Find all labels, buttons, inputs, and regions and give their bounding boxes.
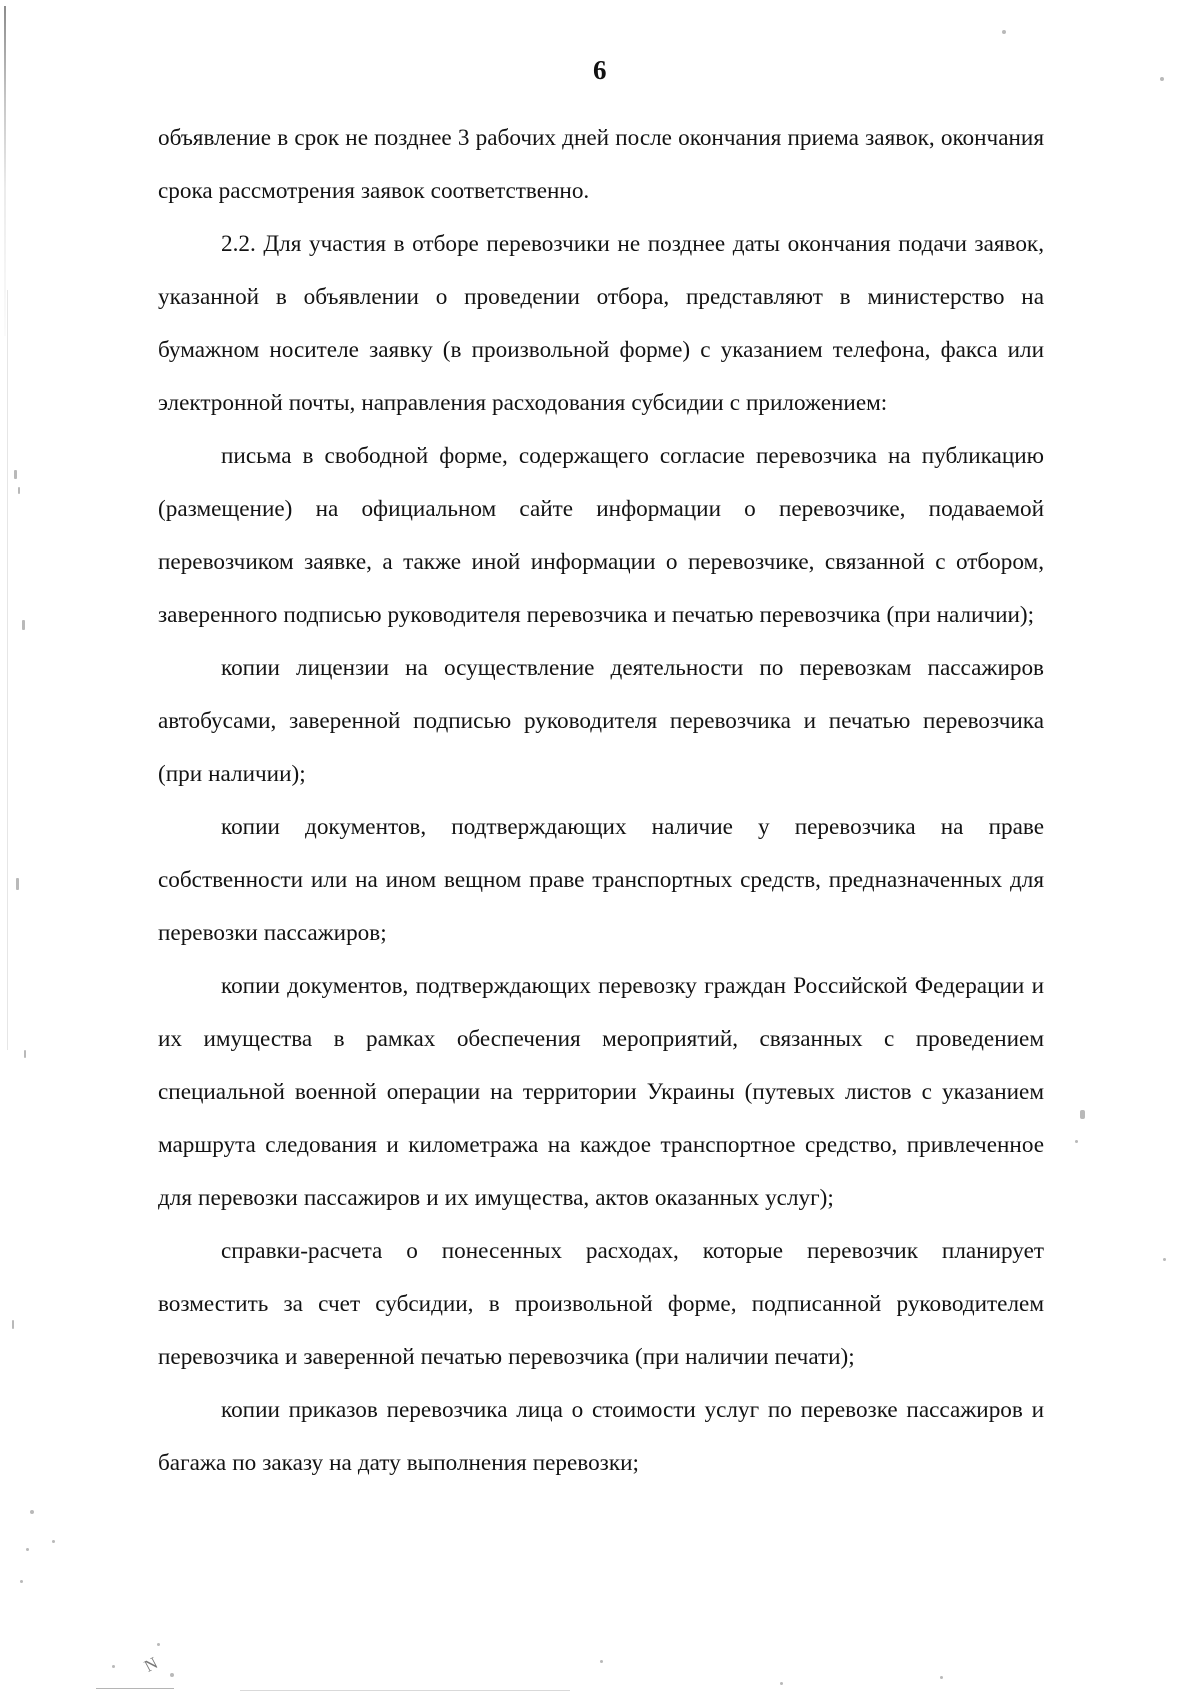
- scan-speck: [600, 1660, 603, 1663]
- scan-speck: [1163, 1258, 1166, 1261]
- scan-speck: [1002, 30, 1006, 34]
- scan-speck: [12, 1320, 14, 1329]
- scan-speck: [14, 470, 17, 479]
- scan-speck: [18, 487, 20, 494]
- scan-speck: [22, 620, 25, 630]
- scan-edge-artifact-lower: [7, 290, 8, 1050]
- scan-speck: [112, 1665, 115, 1668]
- paragraph-item-transport-docs: копии документов, подтверждающих перевозку граждан Российской Федерации и их имущества в рамках обеспечения мероприятий, связанных с проведением специальной военной операции на территории Украины (путевых листов с указанием маршрута следования и километража на каждое транспортное средство, привлеченное для перевозки пассажиров и их имущества, актов оказанных услуг);: [158, 973, 1044, 1211]
- scan-speck: [157, 1643, 160, 1646]
- scan-speck: [30, 1510, 34, 1514]
- scan-speck: [20, 1580, 23, 1583]
- scan-smudge-mark: N: [141, 1653, 161, 1676]
- scan-speck: [1075, 1140, 1078, 1143]
- scan-speck: [52, 1540, 55, 1543]
- scan-speck: [1080, 1110, 1085, 1119]
- paragraph-item-calculation-note: справки-расчета о понесенных расходах, которые перевозчик планирует возместить за счет субсидии, в произвольной форме, подписанной руководителем перевозчика и заверенной печатью перевозчика (при наличии печати);: [158, 1238, 1044, 1370]
- paragraph-clause-2-2: 2.2. Для участия в отборе перевозчики не позднее даты окончания подачи заявок, указанной в объявлении о проведении отбора, представляют в министерство на бумажном носителе заявку (в произвольной форме) с указанием телефона, факса или электронной почты, направления расходования субсидии с приложением:: [158, 231, 1044, 416]
- paragraph-item-letter-consent: письма в свободной форме, содержащего согласие перевозчика на публикацию (размещение) на официальном сайте информации о перевозчике, подаваемой перевозчиком заявке, а также иной информации о перевозчике, связанной с отбором, заверенного подписью руководителя перевозчика и печатью перевозчика (при наличии);: [158, 443, 1044, 628]
- page-number: 6: [593, 55, 607, 85]
- scan-speck: [26, 1548, 29, 1551]
- scan-bottom-dash-right: [240, 1690, 570, 1691]
- paragraph-item-ownership-docs: копии документов, подтверждающих наличие у перевозчика на праве собственности или на ином вещном праве транспортных средств, предназначенных для перевозки пассажиров;: [158, 814, 1044, 946]
- scan-speck: [16, 878, 19, 890]
- scan-speck: [780, 1682, 783, 1685]
- paragraph-continued-announcement: объявление в срок не позднее 3 рабочих дней после окончания приема заявок, окончания срока рассмотрения заявок соответственно.: [158, 125, 1044, 204]
- scan-speck: [24, 1050, 26, 1058]
- document-body: [158, 112, 1044, 1490]
- paragraph-item-orders-copies: копии приказов перевозчика лица о стоимости услуг по перевозке пассажиров и багажа по заказу на дату выполнения перевозки;: [158, 1397, 1044, 1476]
- scan-bottom-dash: [96, 1688, 174, 1689]
- scan-speck: [940, 1676, 943, 1679]
- paragraph-item-license-copy: копии лицензии на осуществление деятельности по перевозкам пассажиров автобусами, заверенной подписью руководителя перевозчика и печатью перевозчика (при наличии);: [158, 655, 1044, 787]
- scan-speck: [170, 1673, 174, 1677]
